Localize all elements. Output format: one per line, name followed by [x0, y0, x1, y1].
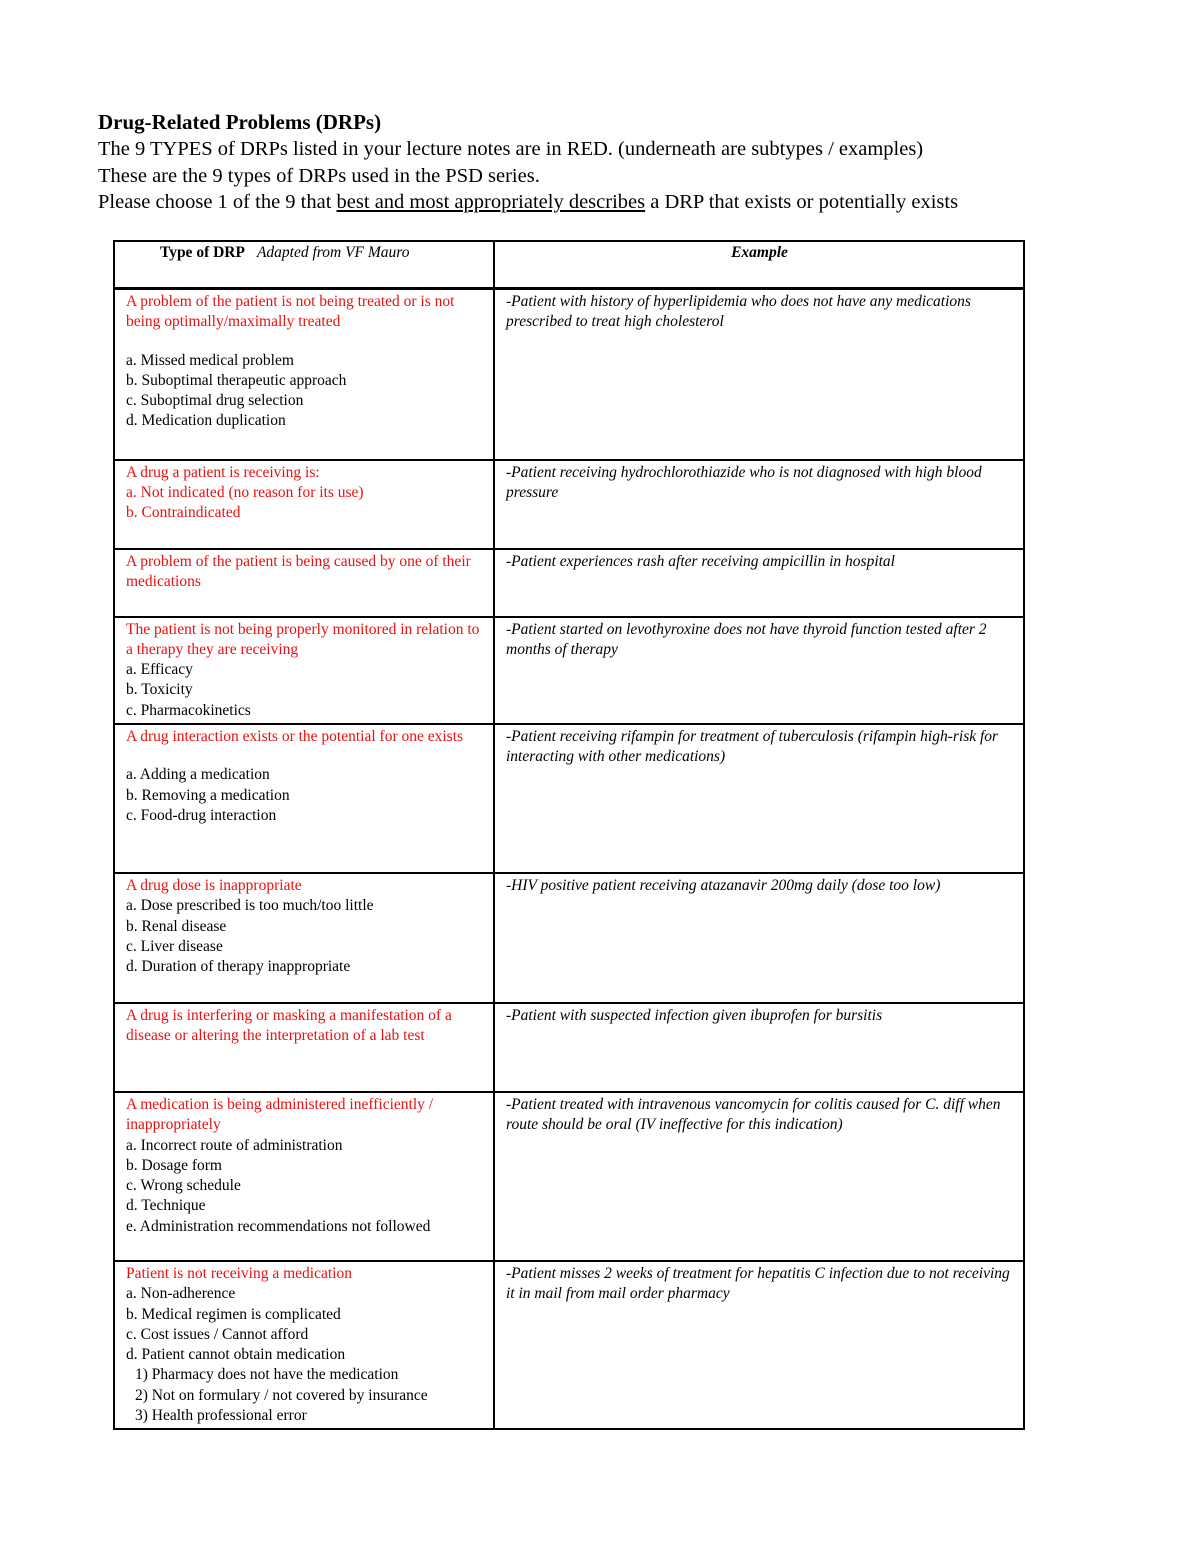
drp-subtype: b. Removing a medication	[126, 786, 290, 804]
drp-subtype: c. Pharmacokinetics	[126, 701, 251, 719]
table-row	[114, 1092, 1024, 1261]
drp-subtype: a. Missed medical problem	[126, 351, 294, 369]
intro-line-3-suffix: a DRP that exists or potentially exists	[645, 191, 959, 213]
table-row	[114, 1261, 1024, 1429]
intro-line-2: These are the 9 types of DRPs used in the PSD series.	[98, 164, 540, 187]
table-row	[114, 1003, 1024, 1092]
header-example-cell	[494, 241, 1024, 289]
header-type-label: Type of DRP	[160, 244, 245, 261]
drp-type: A problem of the patient is not being treated or is not being optimally/maximally treated	[126, 293, 455, 331]
drp-type-cell	[114, 289, 494, 460]
document-title: Drug-Related Problems (DRPs)	[98, 110, 382, 134]
drp-subtype: a. Efficacy	[126, 661, 193, 679]
table-row	[114, 549, 1024, 617]
drp-table	[113, 240, 1025, 1430]
drp-example: -Patient misses 2 weeks of treatment for hepatitis C infection due to not receiving it in mail from mail order pharmacy	[494, 1261, 1024, 1429]
drp-example: -Patient started on levothyroxine does not have thyroid function tested after 2 months of therapy	[494, 617, 1024, 724]
intro-line-3-underlined: best and most appropriately describes	[336, 191, 646, 213]
table-row	[114, 724, 1024, 873]
drp-example: -Patient receiving hydrochlorothiazide who is not diagnosed with high blood pressure	[494, 460, 1024, 549]
drp-subtype: c. Liver disease	[126, 937, 223, 955]
drp-subtype: d. Patient cannot obtain medication	[126, 1346, 346, 1364]
drp-subsubtype: 3) Health professional error	[135, 1407, 307, 1425]
drp-example: -Patient receiving rifampin for treatment of tuberculosis (rifampin high-risk for interacting with other medications)	[494, 724, 1024, 873]
table-row	[114, 460, 1024, 549]
drp-type-cell	[114, 724, 494, 873]
drp-type: A problem of the patient is being caused by one of their medications	[126, 552, 471, 590]
drp-subtype: a. Incorrect route of administration	[126, 1136, 343, 1154]
intro-line-3	[98, 189, 1178, 216]
drp-type-cell	[114, 1092, 494, 1261]
drp-example: -HIV positive patient receiving atazanavir 200mg daily (dose too low)	[494, 873, 1024, 1003]
drp-example: -Patient treated with intravenous vancomycin for colitis caused for C. diff when route should be oral (IV ineffective for this indication)	[494, 1092, 1024, 1261]
drp-type: A drug is interfering or masking a manifestation of a disease or altering the interpretation of a lab test	[126, 1006, 452, 1045]
document-intro	[98, 108, 1178, 216]
drp-type-cell	[114, 1261, 494, 1429]
drp-subtype: b. Medical regimen is complicated	[126, 1305, 341, 1323]
drp-type-cell	[114, 617, 494, 724]
drp-subtype: a. Dose prescribed is too much/too little	[126, 897, 374, 915]
drp-type-cell	[114, 549, 494, 617]
drp-type: A medication is being administered inefficiently / inappropriately	[126, 1095, 434, 1134]
drp-subtype: a. Not indicated (no reason for its use)	[126, 483, 364, 501]
table-row	[114, 289, 1024, 460]
intro-line-1: The 9 TYPES of DRPs listed in your lecture notes are in RED. (underneath are subtypes / examples)	[98, 138, 924, 160]
drp-type-cell	[114, 460, 494, 549]
intro-line-3-prefix: Please choose 1 of the 9 that	[98, 191, 337, 213]
drp-subtype: b. Suboptimal therapeutic approach	[126, 371, 347, 389]
drp-example: -Patient with history of hyperlipidemia who does not have any medications prescribed to treat high cholesterol	[494, 289, 1024, 460]
table-header-row	[114, 241, 1024, 289]
drp-subsubtype: 1) Pharmacy does not have the medication	[135, 1366, 399, 1384]
drp-subtype: d. Duration of therapy inappropriate	[126, 958, 351, 976]
drp-type: A drug dose is inappropriate	[126, 876, 302, 894]
drp-subsubtype: 2) Not on formulary / not covered by insurance	[135, 1386, 428, 1404]
table-row	[114, 617, 1024, 724]
header-adapted-label: Adapted from VF Mauro	[256, 244, 410, 261]
drp-subtype: a. Non-adherence	[126, 1285, 236, 1303]
drp-subtype: a. Adding a medication	[126, 766, 270, 784]
drp-subtype: c. Wrong schedule	[126, 1177, 241, 1195]
drp-subtype: b. Dosage form	[126, 1156, 222, 1174]
drp-subtype: c. Food-drug interaction	[126, 806, 277, 824]
drp-type-cell	[114, 1003, 494, 1092]
drp-subtype: b. Contraindicated	[126, 504, 241, 522]
table-row	[114, 873, 1024, 1003]
drp-example: -Patient with suspected infection given ibuprofen for bursitis	[494, 1003, 1024, 1092]
drp-type-cell	[114, 873, 494, 1003]
header-type-cell	[114, 241, 494, 289]
drp-subtype: d. Medication duplication	[126, 412, 286, 430]
drp-type: The patient is not being properly monitored in relation to a therapy they are receiving	[126, 620, 480, 658]
drp-subtype: c. Cost issues / Cannot afford	[126, 1325, 309, 1343]
drp-type: A drug a patient is receiving is:	[126, 463, 320, 481]
drp-subtype: b. Toxicity	[126, 681, 193, 699]
drp-subtype: c. Suboptimal drug selection	[126, 392, 304, 410]
drp-subtype: b. Renal disease	[126, 917, 227, 935]
drp-type: Patient is not receiving a medication	[126, 1264, 352, 1282]
drp-subtype: d. Technique	[126, 1197, 206, 1215]
header-example-label: Example	[731, 244, 788, 261]
drp-subtype: e. Administration recommendations not followed	[126, 1217, 431, 1235]
drp-type: A drug interaction exists or the potential for one exists	[126, 727, 464, 745]
drp-example: -Patient experiences rash after receiving ampicillin in hospital	[494, 549, 1024, 617]
